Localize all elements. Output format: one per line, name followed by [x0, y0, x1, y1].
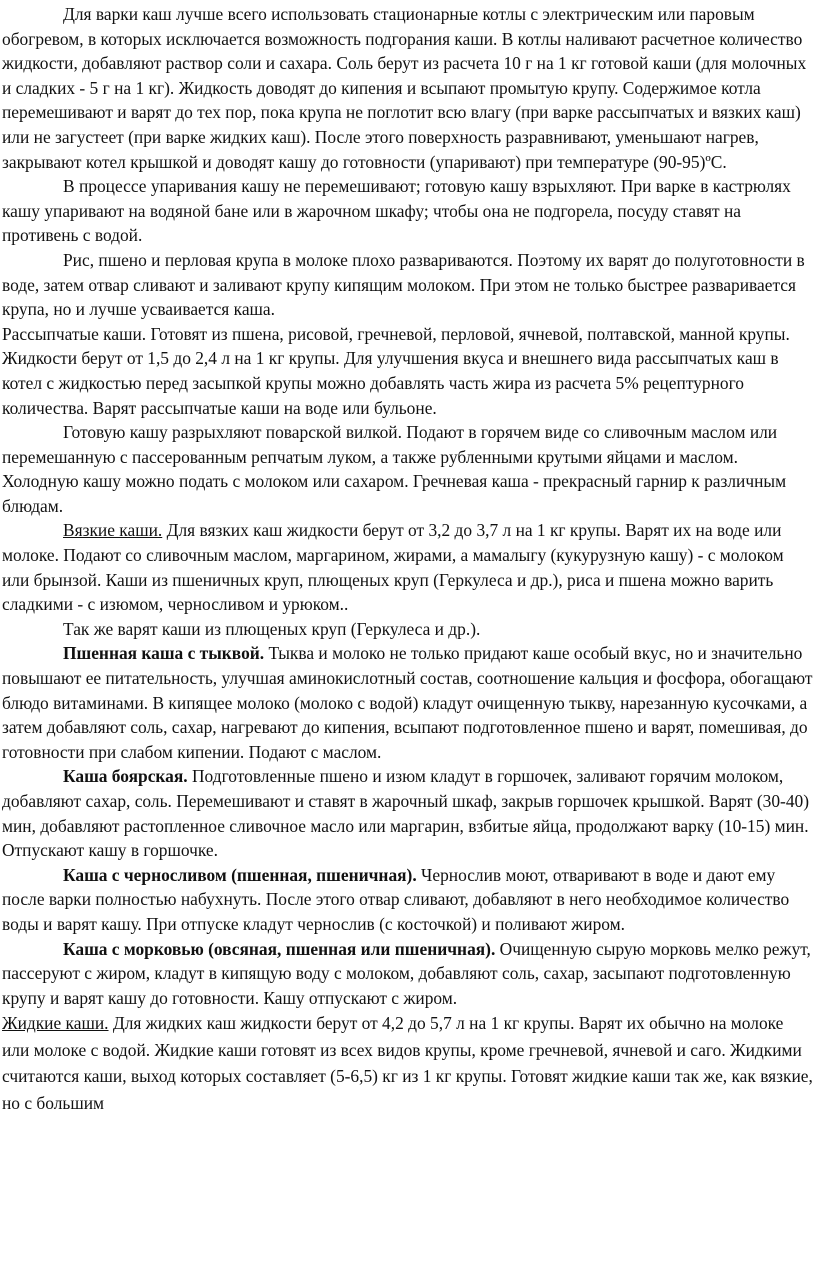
body-pumpkin-porridge: Тыква и молоко не только придают каше особый вкус, но и значительно повышают ее питательность, улучшая аминокислотный состав, соотношение кальция и фосфора, обогащают блюдо витаминами. В кипящее молоко (молоко с водой) кладут очищенную тыкву, нарезанную кусочками, а затем добавляют соль, сахар, нагревают до кипения, всыпают подготовленное пшено и варят, помешивая, до готовности при слабом кипении. Подают с маслом. [2, 643, 813, 762]
heading-pumpkin-porridge: Пшенная каша с тыквой. [63, 643, 265, 664]
heading-viscous-porridge: Вязкие каши. [63, 520, 163, 541]
body-liquid-porridge: Для жидких каш жидкости берут от 4,2 до 5,7 л на 1 кг крупы. Варят их обычно на молоке или молоке с водой. Жидкие каши готовят из всех видов крупы, кроме гречневой, ячневой и саго. Жидкими считаются каши, выход которых составляет (5-6,5) кг из 1 кг крупы. Готовят жидкие каши так же, как вязкие, но с большим [2, 1013, 813, 1113]
paragraph-serving: Готовую кашу разрыхляют поварской вилкой. Подают в горячем виде со сливочным маслом или перемешанную с пассерованным репчатым луком, а также рубленными крутыми яйцами и маслом. Холодную кашу можно подать с молоком или сахаром. Гречневая каша - прекрасный гарнир к различным блюдам. [2, 422, 787, 516]
paragraph-boyar-porridge [2, 764, 814, 862]
heading-boyar-porridge: Каша боярская. [63, 766, 188, 787]
paragraph-liquid-porridge [2, 1010, 814, 1116]
body-boyar-porridge: Подготовленные пшено и изюм кладут в горшочек, заливают горячим молоком, добавляют сахар, соль. Перемешивают и ставят в жарочный шкаф, закрыв горшочек крышкой. Варят (30-40) мин, добавляют растопленное сливочное масло или маргарин, взбитые яйца, продолжают варку (10-15) мин. Отпускают кашу в горшочке. [2, 766, 809, 861]
body-viscous-porridge: Для вязких каш жидкости берут от 3,2 до 3,7 л на 1 кг крупы. Варят их на воде или молоке. Подают со сливочным маслом, маргарином, жирами, а мамалыгу (кукурузную кашу) - с молоком или брынзой. Каши из пшеничных круп, плющеных круп (Геркулеса и др.), риса и пшена можно варить сладкими - с изюмом, черносливом и урюком.. [2, 520, 784, 615]
paragraph-flakes: Так же варят каши из плющеных круп (Геркулеса и др.). [63, 618, 481, 639]
paragraph-carrot-porridge [2, 937, 814, 1011]
paragraph-steaming: В процессе упаривания кашу не перемешивают; готовую кашу взрыхляют. При варке в кастрюлях кашу упаривают на водяной бане или в жарочном шкафу; чтобы она не подгорела, посуду ставят на противень с водой. [2, 176, 791, 246]
paragraph-crumbly-porridge: Рассыпчатые каши. Готовят из пшена, рисовой, гречневой, перловой, ячневой, полтавской, манной крупы. Жидкости берут от 1,5 до 2,4 л на 1 кг крупы. Для улучшения вкуса и внешнего вида рассыпчатых каш в котел с жидкостью перед засыпкой крупы можно добавлять часть жира из расчета 5% рецептурного количества. Варят рассыпчатые каши на воде или бульоне. [2, 323, 790, 418]
heading-liquid-porridge: Жидкие каши. [2, 1013, 109, 1034]
paragraph-pumpkin-porridge [2, 641, 814, 764]
heading-carrot-porridge: Каша с морковью (овсяная, пшенная или пшеничная). [63, 938, 496, 959]
paragraph-intro: Для варки каш лучше всего использовать стационарные котлы с электрическим или паровым обогревом, в которых исключается возможность подгорания каши. В котлы наливают расчетное количество жидкости, добавляют раствор соли и сахара. Соль берут из расчета 10 г на 1 кг готовой каши (для молочных и сладких - 5 г на 1 кг). Жидкость доводят до кипения и всыпают промытую крупу. Содержимое котла перемешивают и варят до тех пор, пока крупа не поглотит всю влагу (при варке рассыпчатых и вязких каш) или не загустеет (при варке жидких каш). После этого поверхность разравнивают, уменьшают нагрев, закрывают котел крышкой и доводят кашу до готовности (упаривают) при температуре (90-95)ºC. [2, 4, 807, 172]
heading-prune-porridge: Каша с черносливом (пшенная, пшеничная). [63, 864, 417, 885]
body-prune-porridge: Чернослив моют, отваривают в воде и дают ему после варки полностью набухнуть. После этого отвар сливают, добавляют в него необходимое количество воды и варят кашу. При отпуске кладут чернослив (с косточкой) и поливают жиром. [2, 864, 790, 934]
body-carrot-porridge: Очищенную сырую морковь мелко режут, пассеруют с жиром, кладут в кипящую воду с молоком, добавляют соль, сахар, засыпают подготовленную крупу и варят кашу до готовности. Кашу отпускают с жиром. [2, 938, 811, 1008]
paragraph-prune-porridge [2, 863, 814, 937]
paragraph-rice-millet: Рис, пшено и перловая крупа в молоке плохо развариваются. Поэтому их варят до полуготовности в воде, затем отвар сливают и заливают крупу кипящим молоком. При этом не только быстрее разваривается крупа, но и лучше усваивается каша. [2, 249, 805, 320]
paragraph-viscous-porridge [2, 518, 814, 616]
